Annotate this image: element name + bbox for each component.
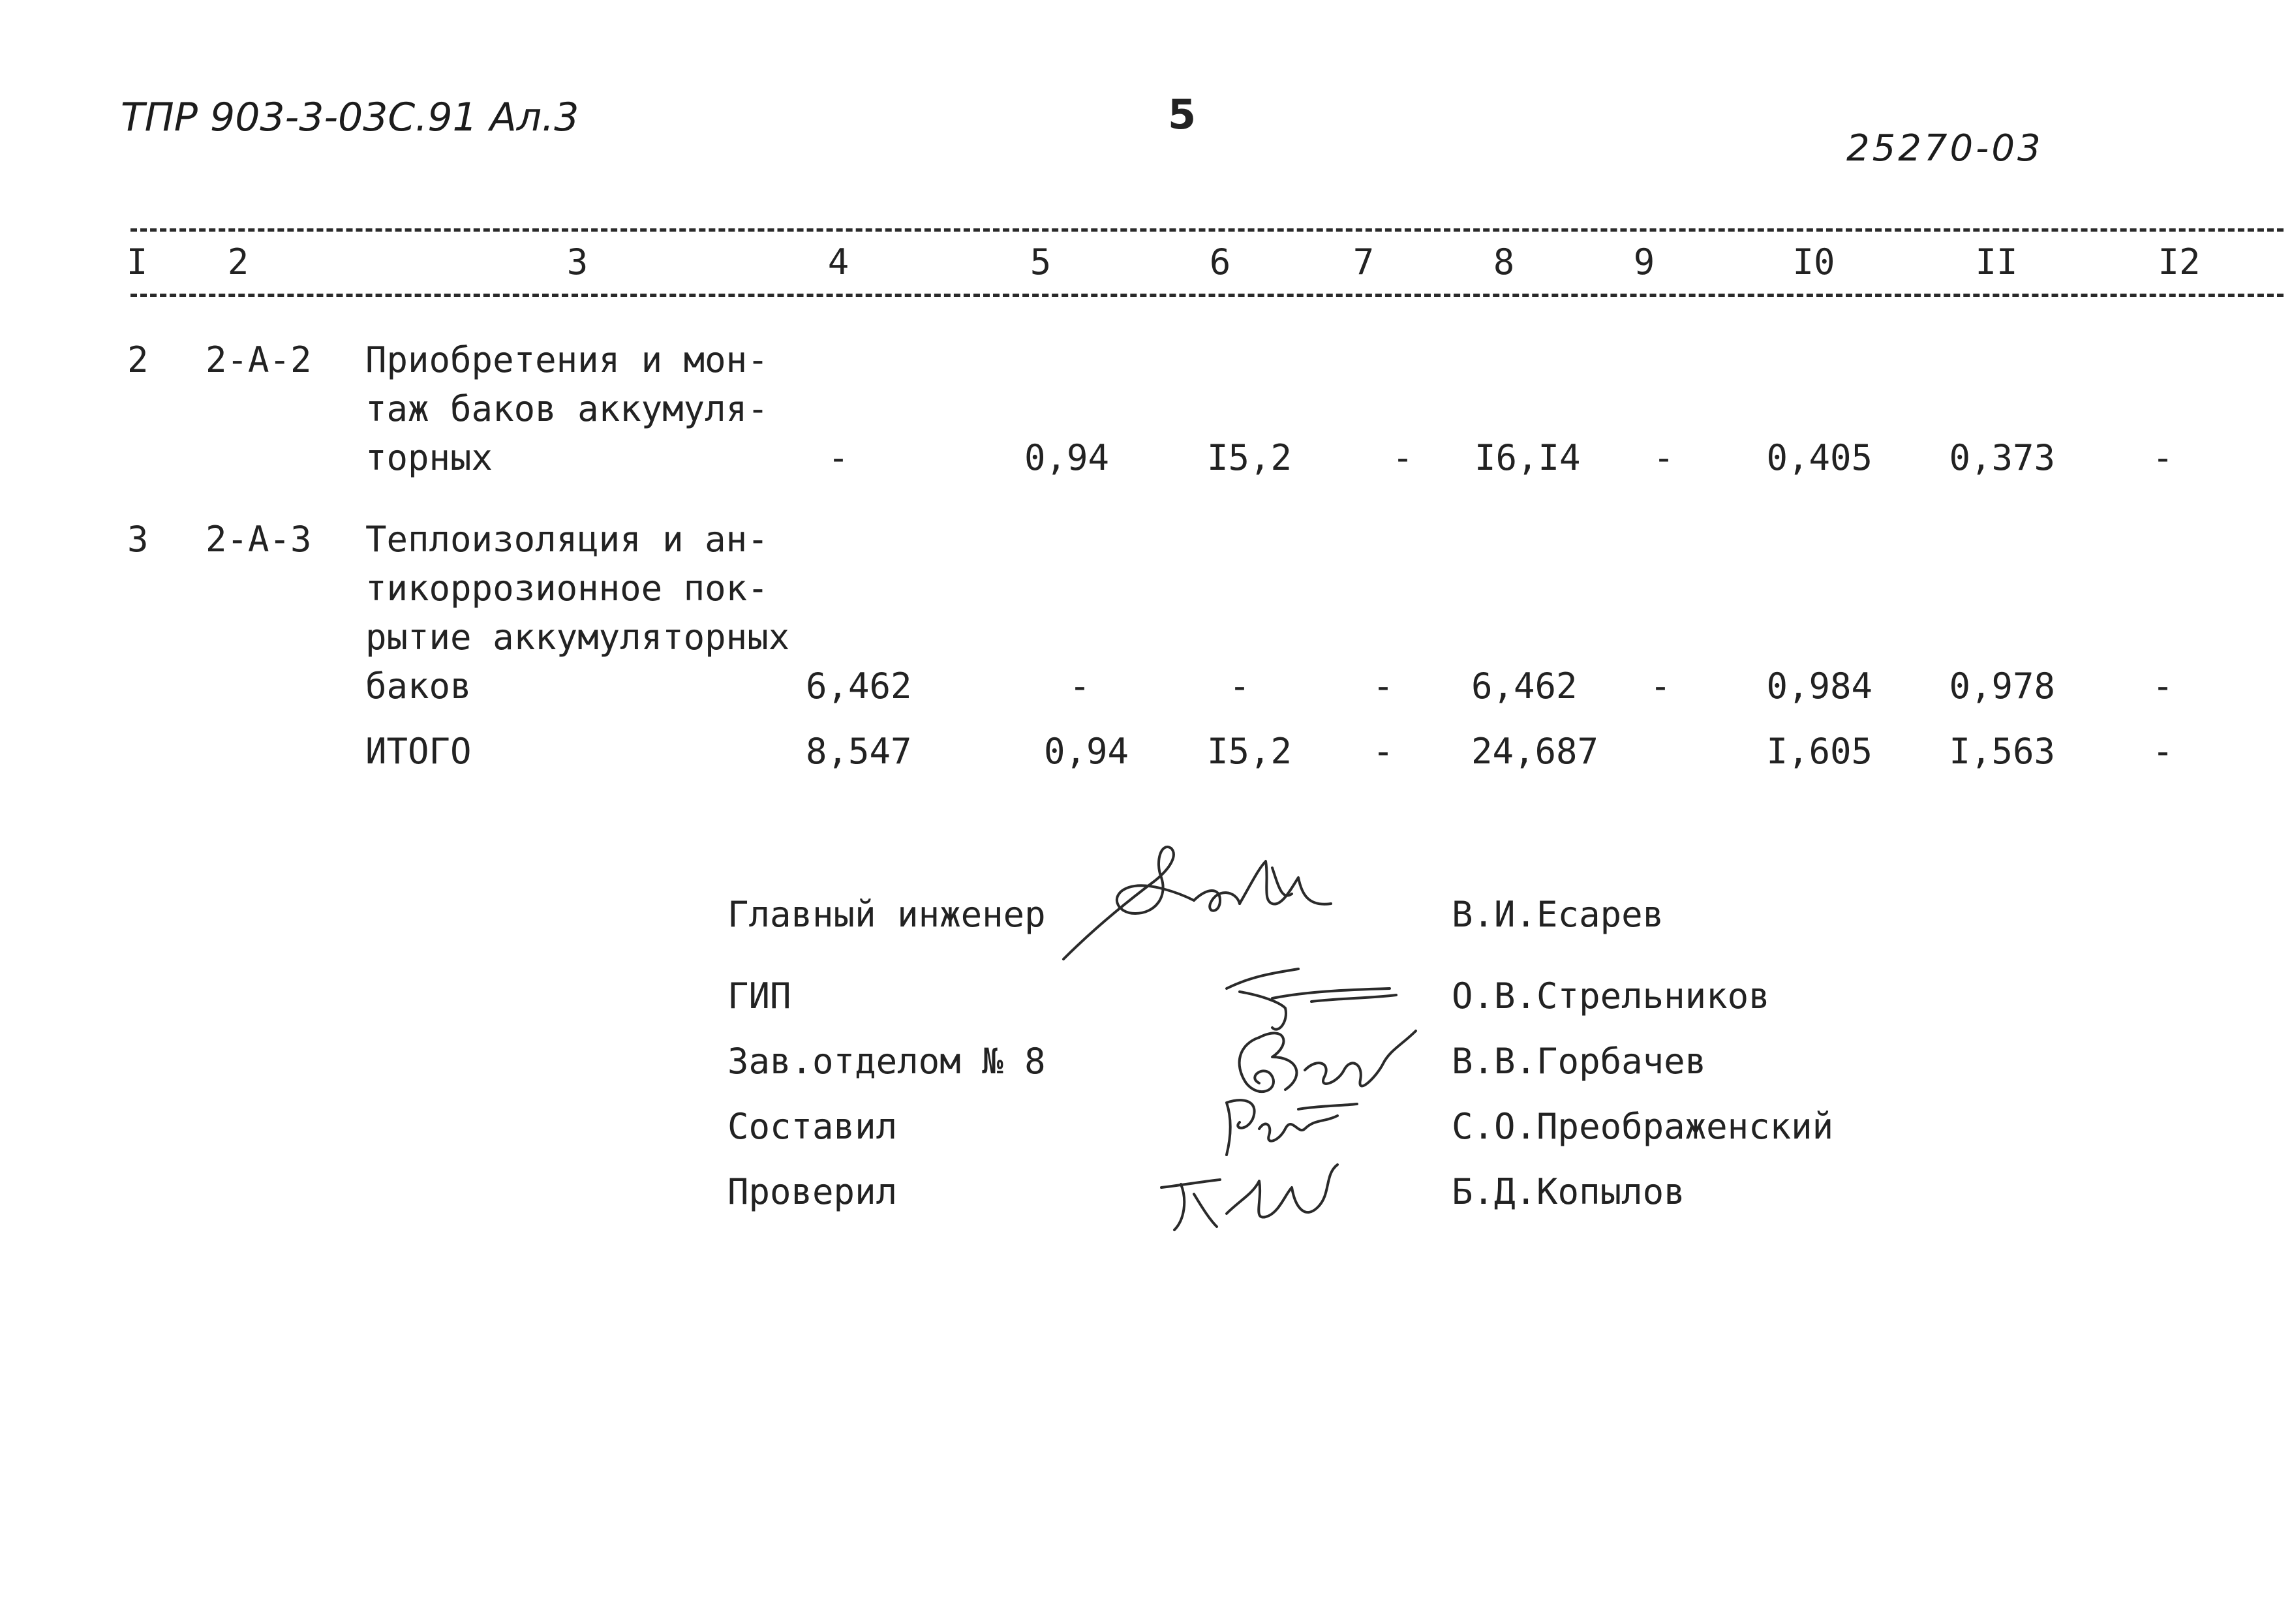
column-header: 7 [1352,241,1375,283]
total-col6: I5,2 [1206,731,1292,772]
column-header: I0 [1792,241,1835,283]
cell-col8: 6,462 [1471,666,1578,707]
total-col8: 24,687 [1471,731,1599,772]
total-col5: 0,94 [1043,731,1129,772]
table-top-rule [130,228,2284,232]
column-header: 8 [1493,241,1515,283]
column-header: I2 [2158,241,2201,283]
cell-col7: - [1372,666,1394,707]
signature-role: Проверил [727,1171,898,1212]
cell-col9: - [1653,437,1675,478]
cell-col7: - [1392,437,1414,478]
row-name-line: Теплоизоляция и ан- [365,519,769,560]
document-code: ТПР 903-3-03С.91 Ал.3 [121,95,579,140]
cell-col4: 6,462 [806,666,912,707]
cell-col11: 0,978 [1949,666,2055,707]
column-header: 4 [827,241,849,283]
signature-role: Составил [727,1106,898,1147]
row-code: 2-А-2 [206,339,312,380]
handwritten-signature-icon [1057,842,1351,972]
cell-col5: 0,94 [1024,437,1109,478]
row-number: 2 [127,339,149,380]
signature-name: В.И.Есарев [1452,894,1664,935]
total-col4: 8,547 [806,731,912,772]
cell-col12: - [2152,666,2174,707]
row-name-line: таж баков аккумуля- [365,388,769,429]
column-header: 3 [566,241,588,283]
page-number: 5 [1168,91,1197,138]
total-col12: - [2152,731,2174,772]
signature-role: Главный инженер [727,894,1046,935]
signature-name: С.О.Преображенский [1452,1106,1834,1147]
row-code: 2-А-3 [206,519,312,560]
total-col10: I,605 [1766,731,1872,772]
column-header: 9 [1633,241,1655,283]
cell-col10: 0,405 [1766,437,1872,478]
total-col7: - [1372,731,1394,772]
row-name-line: торных [365,437,493,478]
cell-col8: I6,I4 [1475,437,1581,478]
row-name-line: Приобретения и мон- [365,339,769,380]
signature-name: В.В.Горбачев [1452,1041,1707,1082]
column-header: I [126,241,148,283]
cell-col10: 0,984 [1766,666,1872,707]
cell-col9: - [1649,666,1672,707]
signature-role: ГИП [727,975,791,1017]
archive-number: 25270-03 [1846,127,2043,170]
column-header: II [1975,241,2018,283]
handwritten-signature-icon [1155,1155,1351,1240]
cell-col4: - [827,437,849,478]
signature-role: Зав.отделом № 8 [727,1041,1046,1082]
cell-col5: - [1069,666,1091,707]
cell-col12: - [2152,437,2174,478]
column-header: 2 [227,241,249,283]
row-name-line: рытие аккумуляторных [365,617,790,658]
row-name-line: тикоррозионное пок- [365,568,769,609]
column-header: 6 [1209,241,1231,283]
signature-name: Б.Д.Копылов [1452,1171,1685,1212]
row-name-line: баков [365,666,472,707]
row-number: 3 [127,519,149,560]
total-col11: I,563 [1949,731,2055,772]
cell-col11: 0,373 [1949,437,2055,478]
signature-name: О.В.Стрельников [1452,975,1770,1017]
cell-col6: I5,2 [1206,437,1292,478]
column-header: 5 [1030,241,1052,283]
table-header-bottom-rule [130,294,2284,297]
cell-col6: - [1229,666,1251,707]
total-label: ИТОГО [365,731,472,772]
